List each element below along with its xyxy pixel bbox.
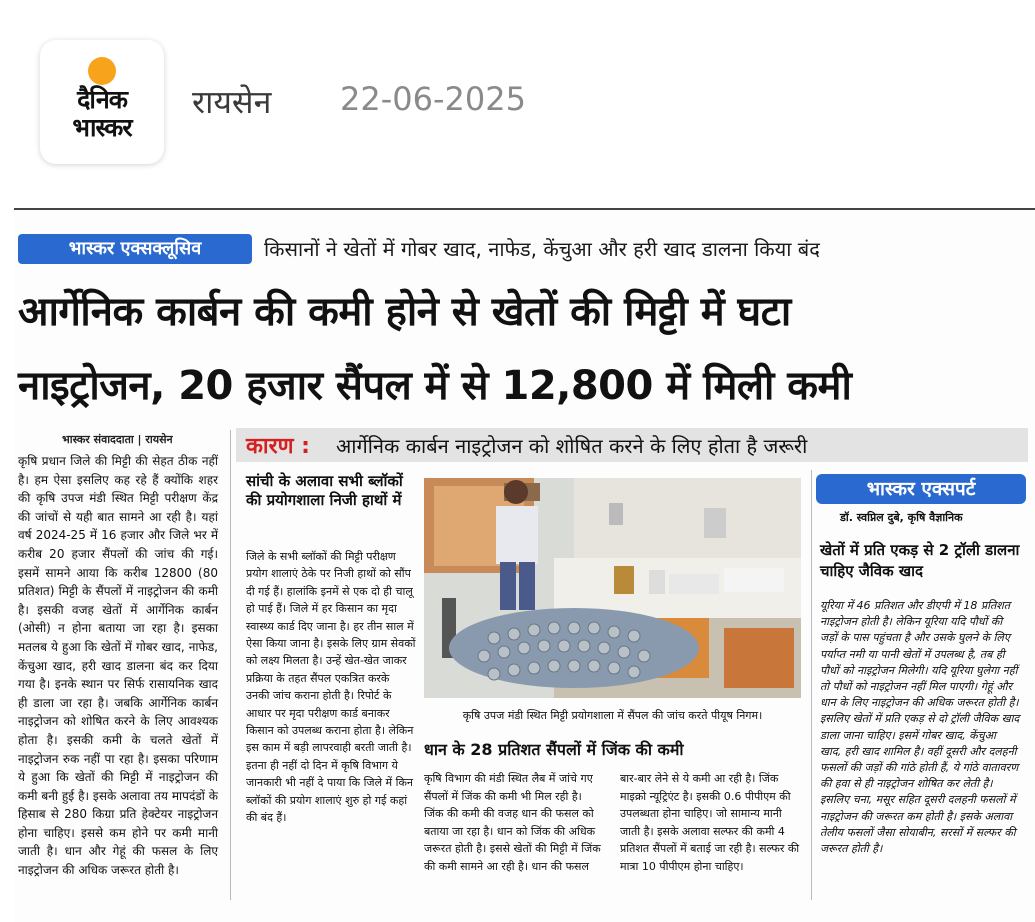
body-column-4: यूरिया में 46 प्रतिशत और डीएपी में 18 प्रतिशत नाइट्रोजन होती है। लेकिन यूरिया यदि पौधों की जड़ों के पास पहुंचता है और उसके घुलने के लिए पर्याप्त नमी या पानी खेतों में उपलब्ध है, तब ही पौधों को नाइट्रोजन मिलेगी। यदि यूरिया घुलेगा नहीं तो पौधों को नाइट्रोजन नहीं मिल पाएगी। गेहूं और धान के लिए नाइट्रोजन की अधिक जरूरत होती है। इसलिए खेतों में प्रति एकड़ से दो ट्रॉली जैविक खाद डाला जाना चाहिए। इसमें गोबर खाद, केंचुआ खाद, हरी खाद शामिल है। वहीं दूसरी और दलहनी फसलों की जड़ों की गांठे होती हैं, ये गांठे वातावरण की हवा से ही नाइट्रोजन शोषित कर लेती है। इसलिए चना, मसूर सहित दूसरी दलहनी फसलों में नाइट्रोजन की जरूरत कम होती है। इसके अलावा तेलीय फसलों जैसा सोयाबीन, सरसों में सल्फर की जरूरत होती है।: [820, 599, 1020, 856]
sun-icon: [88, 57, 116, 85]
lab-photo-illustration: [424, 478, 801, 698]
header: [0, 0, 1035, 200]
byline: भास्कर संवाददाता | रायसेन: [62, 433, 173, 446]
body-column-3b: बार-बार लेने से ये कमी आ रही है। जिंक माइक्रो न्यूट्रिएंट है। इसकी 0.6 पीपीएम की उपलब्धता होना चाहिए। जो सामान्य मानी जाती है। इसके अलावा सल्फर की कमी 4 प्रतिशत सैंपलों में बताई जा रही है। सल्फर की मात्रा 10 पीपीएम होना चाहिए।: [620, 772, 800, 873]
expert-name: डॉ. स्वप्निल दुबे, कृषि वैज्ञानिक: [840, 511, 963, 524]
column-divider: [230, 430, 231, 900]
body-column-2: जिले के सभी ब्लॉकों की मिट्टी परीक्षण प्रयोग शालाएं ठेके पर निजी हाथों को सौंप दी गई हैं। हालांकि इनमें से एक दो ही चालू हो पाई हैं। जिले में हर किसान का मृदा स्वास्थ्य कार्ड दिए जाना है। हर तीन साल में ऐसा किया जाना है। इसके लिए ग्राम सेवकों को लक्ष्य मिलता है। उन्हें खेत-खेत जाकर प्रक्रिया के तहत सैंपल एकत्रित करके उनकी जांच कराना होती है। रिपोर्ट के आधार पर मृदा परीक्षण कार्ड बनाकर किसान को उपलब्ध कराना होता है। लेकिन इस काम में बड़ी लापरवाही बरती जाती है। इतना ही नहीं दो दिन में कृषि विभाग ये जानकारी भी नहीं दे पाया कि जिले में किन ब्लॉकों की प्रयोग शालाएं शुरु हो गई कहां की बंद हैं।: [246, 550, 416, 825]
dainik-bhaskar-logo[interactable]: [40, 40, 164, 164]
column-divider: [811, 470, 812, 900]
logo-line2: भास्कर: [72, 113, 132, 142]
logo-line1: दैनिक: [77, 85, 127, 114]
body-column-3a: कृषि विभाग की मंडी स्थित लैब में जांचे गए सैंपलों में जिंक की कमी भी मिल रही है। जिंक की कमी की वजह धान की फसल को बताया जा रहा है। धान को जिंक की अधिक जरूरत होती है। इससे खेतों की मिट्टी में जिंक की कमी सामने आ रही है। धान की फसल: [424, 772, 601, 873]
exclusive-tag: भास्कर एक्सक्लूसिव: [18, 234, 252, 264]
expert-tag: भास्कर एक्सपर्ट: [816, 474, 1026, 504]
lab-photo: [424, 478, 801, 698]
photo-caption: कृषि उपज मंडी स्थित मिट्टी प्रयोगशाला में सैंपल की जांच करते पीयूष निगम।: [462, 709, 763, 722]
subhead-zinc: धान के 28 प्रतिशत सैंपलों में जिंक की कमी: [424, 740, 684, 759]
kicker: किसानों ने खेतों में गोबर खाद, नाफेड, केंचुआ और हरी खाद डालना किया बंद: [264, 237, 820, 261]
body-column-1: कृषि प्रधान जिले की मिट्टी की सेहत ठीक नहीं है। हम ऐसा इसलिए कह रहे हैं क्योंकि शहर की कृषि उपज मंडी स्थित मिट्टी परीक्षण केंद्र की जांचों से यही बात सामने आ रही है। यहां वर्ष 2024-25 में 16 हजार और जिले भर में करीब 20 हजार सैंपलों की जांच की गई। इसमें सामने आया कि करीब 12800 (80 प्रतिशत) मिट्टी के सैंपलों में नाइट्रोजन की कमी है। इसकी वजह खेतों में आर्गेनिक कार्बन (ओसी) न होना बताया जा रहा है। इसका मतलब ये हुआ कि खेतों में गोबर खाद, नाफेड, केंचुआ खाद, हरी खाद डालना बंद कर दिया गया है। इनके स्थान पर सिर्फ रासायनिक खाद ही डाला जा रहा है। जबकि आर्गेनिक कार्बन नाइट्रोजन को शोषित करने के लिए आवश्यक होता है। इसकी कमी के चलते खेतों में नाइट्रोजन रुक नहीं पा रहा है। इसका परिणाम ये हुआ कि खेतों की मिट्टी में नाइट्रोजन की कमी बनी हुई है। इसके अलावा तय मापदंडों के हिसाब से 280 किग्रा प्रति हेक्टेयर नाइट्रोजन होना चाहिए। इससे कम होने पर कमी मानी जाती है। धान और गेहूं की फसल के लिए नाइट्रोजन की अधिक जरूरत होती है।: [18, 454, 218, 878]
subhead-labs: सांची के अलावा सभी ब्लॉकों की प्रयोगशाला निजी हाथों में: [246, 472, 403, 509]
edition-place: रायसेन: [192, 83, 272, 121]
cause-label: कारण :: [246, 434, 310, 459]
headline-line2: नाइट्रोजन, 20 हजार सैंपल में से 12,800 में मिली कमी: [18, 363, 852, 409]
cause-banner: [236, 428, 1028, 462]
headline-line1: आर्गेनिक कार्बन की कमी होने से खेतों की मिट्टी में घटा: [18, 289, 791, 335]
edition-date: 22-06-2025: [340, 80, 526, 118]
cause-text: आर्गेनिक कार्बन नाइट्रोजन को शोषित करने के लिए होता है जरूरी: [336, 434, 808, 458]
subhead-expert: खेतों में प्रति एकड़ से 2 ट्रॉली डालना चाहिए जैविक खाद: [820, 541, 1020, 580]
